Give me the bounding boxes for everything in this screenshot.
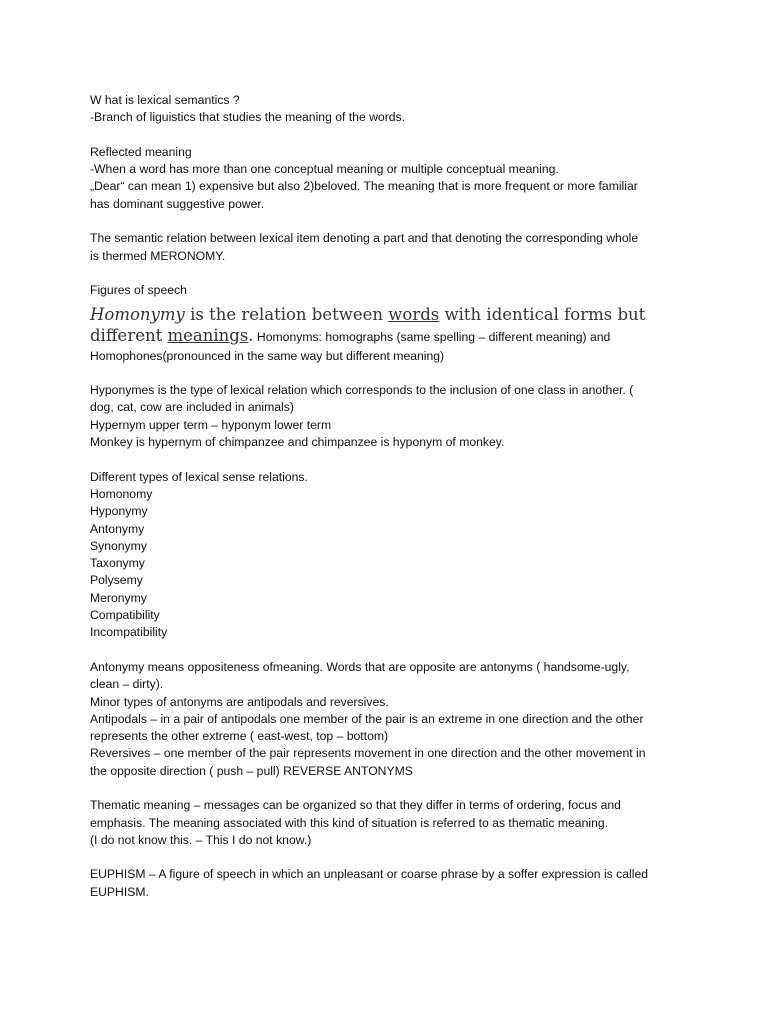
homonymy-text-3: different	[90, 325, 168, 345]
antonymy-line-3: Minor types of antonyms are antipodals and reversives.	[90, 694, 389, 709]
homophones-line: Homophones(pronounced in the same way but different meaning)	[90, 348, 445, 363]
antonymy-line-7: the opposite direction ( push – pull) REVERSE ANTONYMS	[90, 763, 413, 778]
reflected-line-2: „Dear“ can mean 1) expensive but also 2)beloved. The meaning that is more frequent or more familiar	[90, 179, 638, 194]
homonyms-inline: Homonyms: homographs (same spelling – different meaning) and	[253, 329, 611, 344]
list-item: Compatibility	[90, 608, 160, 623]
reflected-line-1: -When a word has more than one conceptual meaning or multiple conceptual meaning.	[90, 162, 559, 177]
antonymy-line-1: Antonymy means oppositeness ofmeaning. Words that are opposite are antonyms ( handsome-ugly,	[90, 659, 630, 674]
list-item: Antonymy	[90, 521, 145, 536]
antonymy-line-6: Reversives – one member of the pair represents movement in one direction and the other movement in	[90, 746, 646, 761]
euphism-line-1: EUPHISM – A figure of speech in which an unpleasant or coarse phrase by a soffer expression is called	[90, 867, 648, 882]
figures-of-speech: Figures of speech	[90, 283, 187, 298]
words-link[interactable]: words	[388, 304, 440, 324]
homonymy-line-2	[90, 325, 690, 348]
list-item: Homonomy	[90, 486, 153, 501]
euphism-line-2: EUPHISM.	[90, 884, 149, 899]
hyponymy-line-4: Monkey is hypernym of chimpanzee and chimpanzee is hyponym of monkey.	[90, 435, 505, 450]
homonymy-text-4: .	[248, 325, 254, 345]
homonymy-text-2: with identical forms but	[439, 304, 646, 324]
branch-definition: -Branch of liguistics that studies the meaning of the words.	[90, 110, 406, 125]
list-item: Taxonymy	[90, 556, 145, 571]
homonymy-line-1	[90, 304, 690, 325]
meronomy-line-1: The semantic relation between lexical item denoting a part and that denoting the corresponding whole	[90, 231, 639, 246]
meronomy-line-2: is thermed MERONOMY.	[90, 248, 226, 263]
reflected-line-3: has dominant suggestive power.	[90, 196, 265, 211]
hyponymy-line-3: Hypernym upper term – hyponym lower term	[90, 417, 332, 432]
antonymy-line-5: represents the other extreme ( east-west, top – bottom)	[90, 729, 389, 744]
list-item: Hyponymy	[90, 504, 148, 519]
list-item: Incompatibility	[90, 625, 168, 640]
document-page	[90, 92, 690, 901]
list-item: Meronymy	[90, 590, 147, 605]
thematic-line-3: (I do not know this. – This I do not know.)	[90, 832, 312, 847]
list-item: Polysemy	[90, 573, 143, 588]
reflected-title: Reflected meaning	[90, 144, 192, 159]
types-title: Different types of lexical sense relations.	[90, 469, 308, 484]
hyponymy-line-1: Hyponymes is the type of lexical relation which corresponds to the inclusion of one class in another. (	[90, 383, 634, 398]
question-title: W hat is lexical semantics ?	[90, 93, 240, 107]
meanings-link[interactable]: meanings	[167, 325, 249, 345]
hyponymy-line-2: dog, cat, cow are included in animals)	[90, 400, 294, 415]
thematic-line-2: emphasis. The meaning associated with this kind of situation is referred to as thematic meaning.	[90, 815, 609, 830]
list-item: Synonymy	[90, 538, 147, 553]
antonymy-line-2: clean – dirty).	[90, 677, 164, 692]
homonymy-term: Homonymy	[90, 304, 185, 324]
homonymy-text-1: is the relation between	[184, 304, 389, 324]
antonymy-line-4: Antipodals – in a pair of antipodals one member of the pair is an extreme in one direction and the other	[90, 711, 644, 726]
thematic-line-1: Thematic meaning – messages can be organized so that they differ in terms of ordering, focus and	[90, 798, 621, 813]
